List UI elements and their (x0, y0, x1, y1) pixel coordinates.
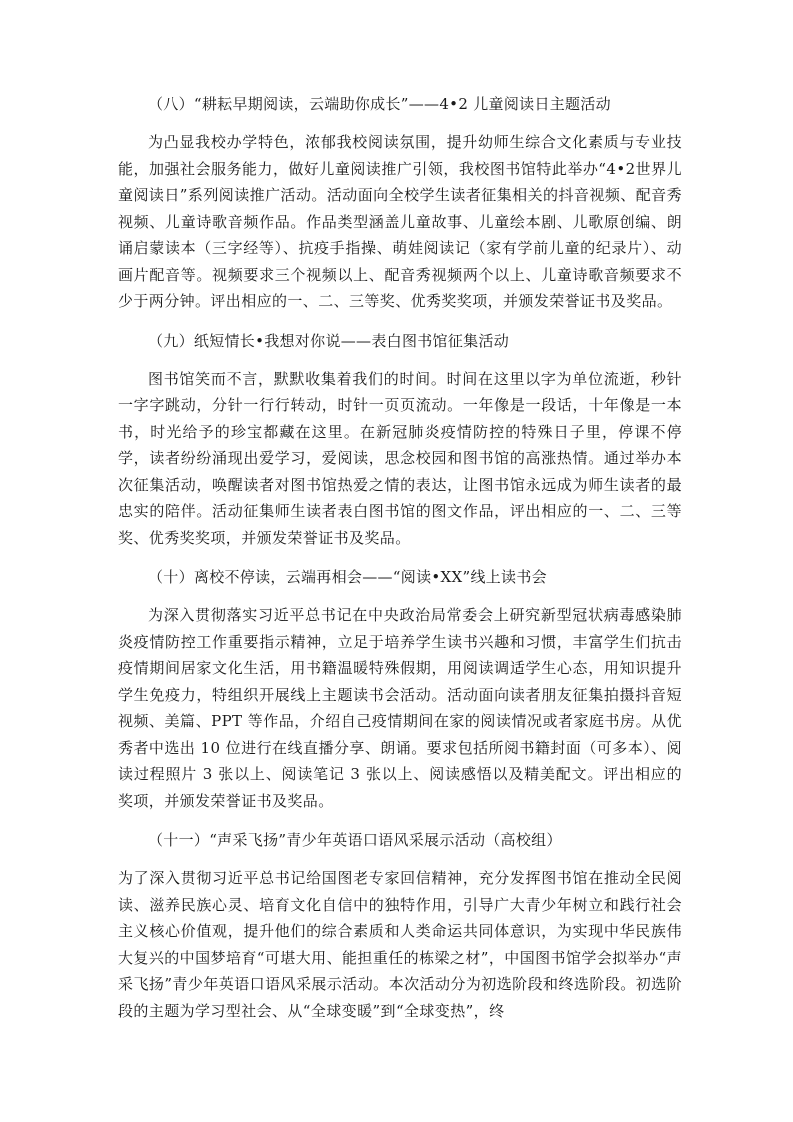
section-8-body: 为凸显我校办学特色，浓郁我校阅读氛围，提升幼师生综合文化素质与专业技能，加强社会服务能力，做好儿童阅读推广引领，我校图书馆特此举办“4•2世界儿童阅读日”系列阅读推广活动。活动面向全校学生读者征集相关的抖音视频、配音秀视频、儿童诗歌音频作品。作品类型涵盖儿童故事、儿童绘本剧、儿歌原创编、朗诵启蒙读本（三字经等）、抗疫手指操、萌娃阅读记（家有学前儿童的纪录片）、动画片配音等。视频要求三个视频以上、配音秀视频两个以上、儿童诗歌音频要求不少于两分钟。评出相应的一、二、三等奖、优秀奖奖项，并颁发荣誉证书及奖品。 (118, 133, 682, 310)
section-10-body: 为深入贯彻落实习近平总书记在中央政治局常委会上研究新型冠状病毒感染肺炎疫情防控工作重要指示精神，立足于培养学生读书兴趣和习惯，丰富学生们抗击疫情期间居家文化生活，用书籍温暖特殊假期，用阅读调适学生心态，用知识提升学生免疫力，特组织开展线上主题读书会活动。活动面向读者朋友征集拍摄抖音短视频、美篇、PPT 等作品，介绍自己疫情期间在家的阅读情况或者家庭书房。从优秀者中选出 10 位进行在线直播分享、朗诵。要求包括所阅书籍封面（可多本）、阅读过程照片 3 张以上、阅读笔记 3 张以上、阅读感悟以及精美配文。评出相应的奖项，并颁发荣誉证书及奖品。 (118, 606, 682, 810)
section-8-heading: （八）“耕耘早期阅读，云端助你成长”——4•2 儿童阅读日主题活动 (148, 95, 611, 113)
section-9-heading: （九）纸短情长•我想对你说——表白图书馆征集活动 (148, 331, 510, 350)
section-11-body: 为了深入贯彻习近平总书记给国图老专家回信精神，充分发挥图书馆在推动全民阅读、滋养民族心灵、培育文化自信中的独特作用，引导广大青少年树立和践行社会主义核心价值观，提升他们的综合素质和人类命运共同体意识，为实现中华民族伟大复兴的中国梦培育“可堪大用、能担重任的栋梁之材”，中国图书馆学会拟举办“声采飞扬”青少年英语口语风采展示活动。本次活动分为初选阶段和终选阶段。初选阶段的主题为学习型社会、从“全球变暖”到“全球变热”，终 (118, 869, 682, 1020)
section-9-body: 图书馆笑而不言，默默收集着我们的时间。时间在这里以字为单位流逝，秒针一字字跳动，分针一行行转动，时针一页页流动。一年像是一段话，十年像是一本书，时光给予的珍宝都藏在这里。在新冠肺炎疫情防控的特殊日子里，停课不停学，读者纷纷涌现出爱学习，爱阅读，思念校园和图书馆的高涨热情。通过举办本次征集活动，唤醒读者对图书馆热爱之情的表达，让图书馆永远成为师生读者的最忠实的陪伴。活动征集师生读者表白图书馆的图文作品，评出相应的一、二、三等奖、优秀奖奖项，并颁发荣誉证书及奖品。 (118, 369, 682, 547)
document-page (118, 92, 682, 1038)
section-10-heading: （十）离校不停读，云端再相会——“阅读•XX”线上读书会 (148, 568, 547, 586)
section-11-heading: （十一）“声采飞扬”青少年英语口语风采展示活动（高校组） (148, 831, 562, 849)
